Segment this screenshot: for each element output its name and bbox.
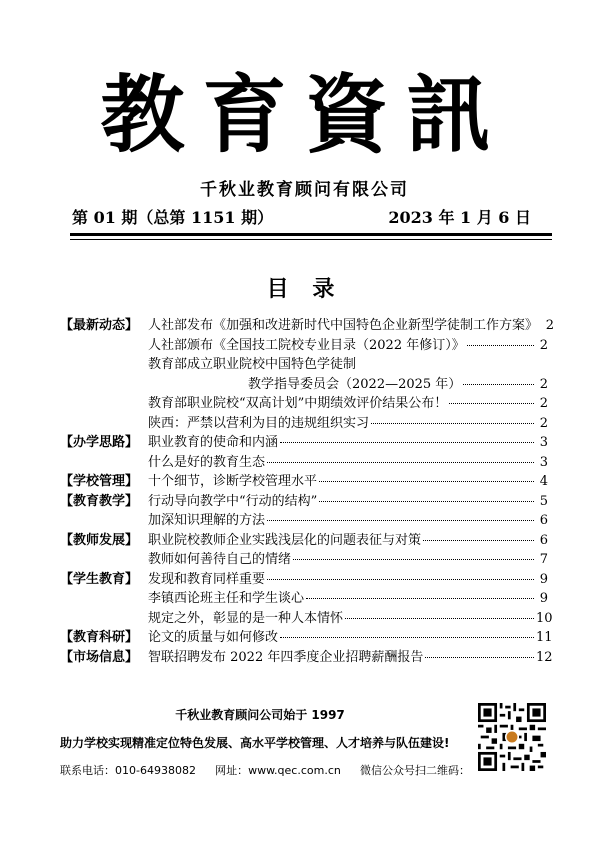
- footer-contact: [60, 762, 470, 778]
- toc-entry-title: 人社部颁布《全国技工院校专业目录（2022 年修订）》: [148, 337, 465, 353]
- toc-entry[interactable]: [60, 587, 548, 607]
- toc-entry-body: [148, 568, 548, 587]
- toc-entry-body: [148, 587, 548, 606]
- toc-entry-body: [148, 607, 553, 626]
- toc-category: 【最新动态】: [60, 318, 139, 333]
- toc-leader-dots: [267, 579, 534, 580]
- toc-leader-dots: [293, 559, 534, 560]
- toc-entry-body: [148, 626, 553, 645]
- toc-entry-title: 教学指导委员会（2022—2025 年）: [248, 376, 462, 392]
- toc-page-number: 6: [539, 513, 548, 528]
- toc-page-number: 2: [539, 337, 548, 353]
- header-divider-thin: [70, 239, 552, 240]
- toc-entry-body: [148, 334, 548, 353]
- toc-entry[interactable]: [60, 451, 548, 471]
- footer-founded: 千秋业教育顾问公司始于 1997: [175, 708, 345, 722]
- toc-page-number: 2: [539, 396, 548, 411]
- masthead-title: 教育資訊: [100, 65, 509, 164]
- company-name: 千秋业教育顾问有限公司: [200, 180, 409, 200]
- header-divider: [70, 233, 552, 236]
- toc-leader-dots: [425, 657, 534, 658]
- toc-page-number: 9: [539, 591, 548, 606]
- toc-leader-dots: [449, 403, 534, 404]
- toc-leader-dots: [306, 598, 534, 599]
- toc-entry-title: 规定之外，彰显的是一种人本情怀: [148, 610, 344, 626]
- toc-entry-title: 人社部发布《加强和改进新时代中国特色企业新型学徒制工作方案》: [148, 318, 539, 333]
- toc-entry-body: [148, 353, 548, 372]
- toc-entry-body: [148, 314, 555, 333]
- toc-entry[interactable]: [60, 568, 548, 588]
- toc-page-number: 4: [539, 474, 548, 489]
- toc-entry-title: 行动导向教学中“行动的结构”: [148, 493, 318, 509]
- toc-entry-title: 李镇西论班主任和学生谈心: [148, 591, 305, 606]
- toc-entry-title: 智联招聘发布 2022 年四季度企业招聘薪酬报告: [148, 649, 424, 665]
- toc-leader-dots: [267, 462, 534, 463]
- toc-page-number: 10: [536, 610, 553, 626]
- toc-leader-dots: [371, 423, 534, 424]
- toc-category: 【学校管理】: [60, 474, 139, 489]
- toc-entry-title: 加深知识理解的方法: [148, 513, 266, 528]
- qr-code-icon[interactable]: [478, 703, 546, 771]
- toc-entry[interactable]: [60, 431, 548, 451]
- toc-page-number: 5: [539, 493, 548, 509]
- toc-entry[interactable]: [60, 373, 548, 393]
- toc-entry[interactable]: [60, 548, 548, 568]
- toc-entry[interactable]: [60, 490, 548, 510]
- toc-entry-body: [148, 509, 548, 528]
- toc-entry[interactable]: [60, 334, 548, 354]
- toc-entry-body: [148, 431, 548, 450]
- toc-page-number: 2: [539, 376, 548, 392]
- toc-category: 【教育科研】: [60, 630, 139, 645]
- contact-wechat: 微信公众号扫二维码：: [359, 764, 470, 777]
- toc-entry[interactable]: [60, 470, 548, 490]
- toc-entry-body: [148, 451, 548, 470]
- toc-entry-body: [148, 392, 548, 411]
- toc-category: 【市场信息】: [60, 649, 139, 665]
- toc-entry[interactable]: [60, 607, 553, 627]
- toc-entry[interactable]: [60, 392, 548, 412]
- toc-entry[interactable]: [60, 509, 548, 529]
- toc-page-number: 3: [539, 454, 548, 470]
- toc-entry-body: [148, 646, 553, 665]
- contact-website[interactable]: 网址：www.qec.com.cn: [215, 764, 341, 777]
- toc-entry-title: 论文的质量与如何修改: [148, 630, 279, 645]
- toc-leader-dots: [463, 384, 534, 385]
- toc-leader-dots: [280, 637, 534, 638]
- toc-category: 【学生教育】: [60, 571, 139, 587]
- toc-category: 【教育教学】: [60, 493, 139, 509]
- toc-entry-body: [148, 373, 548, 392]
- issue-date: 2023 年 1 月 6 日: [388, 208, 531, 227]
- issue-number: 第 01 期（总第 1151 期）: [72, 208, 274, 227]
- toc-leader-dots: [319, 501, 534, 502]
- table-of-contents: [60, 314, 555, 665]
- toc-page-number: 3: [539, 435, 548, 450]
- toc-entry[interactable]: [60, 626, 553, 646]
- toc-title: 目 录: [266, 276, 343, 302]
- toc-entry-title: 职业教育的使命和内涵: [148, 435, 279, 450]
- toc-category: 【教师发展】: [60, 532, 139, 548]
- toc-page-number: 2: [539, 415, 548, 431]
- toc-entry-title: 教育部成立职业院校中国特色学徒制: [148, 357, 357, 372]
- toc-entry-body: [148, 490, 548, 509]
- toc-leader-dots: [423, 540, 534, 541]
- toc-entry[interactable]: [60, 314, 555, 334]
- toc-entry-title: 十个细节，诊断学校管理水平: [148, 474, 318, 489]
- toc-entry[interactable]: [60, 646, 553, 666]
- toc-leader-dots: [267, 520, 534, 521]
- toc-entry[interactable]: [60, 412, 548, 432]
- toc-entry-body: [148, 529, 548, 548]
- toc-entry-title: 发现和教育同样重要: [148, 571, 266, 587]
- toc-entry-title: 陕西：严禁以营利为目的违规组织实习: [148, 415, 370, 431]
- toc-entry[interactable]: [60, 529, 548, 549]
- toc-entry-body: [148, 548, 548, 567]
- toc-entry-body: [148, 470, 548, 489]
- toc-page-number: 11: [536, 630, 553, 645]
- toc-entry-title: 教师如何善待自己的情绪: [148, 552, 292, 567]
- toc-page-number: 12: [536, 649, 553, 665]
- toc-entry-title: 职业院校教师企业实践浅层化的问题表征与对策: [148, 532, 422, 548]
- footer-slogan: 助力学校实现精准定位特色发展、高水平学校管理、人才培养与队伍建设!: [60, 736, 450, 750]
- toc-page-number: 6: [539, 532, 548, 548]
- toc-page-number: 9: [539, 571, 548, 587]
- toc-leader-dots: [319, 481, 534, 482]
- contact-phone: 联系电话：010-64938082: [60, 764, 196, 777]
- toc-entry-body: [148, 412, 548, 431]
- toc-leader-dots: [280, 442, 534, 443]
- toc-entry[interactable]: [60, 353, 548, 373]
- toc-page-number: 2: [545, 318, 555, 333]
- toc-entry-title: 教育部职业院校“双高计划”中期绩效评价结果公布！: [148, 396, 448, 411]
- toc-leader-dots: [345, 618, 534, 619]
- toc-category: 【办学思路】: [60, 435, 139, 450]
- toc-page-number: 7: [539, 552, 548, 567]
- toc-entry-title: 什么是好的教育生态: [148, 454, 266, 470]
- toc-leader-dots: [467, 345, 534, 346]
